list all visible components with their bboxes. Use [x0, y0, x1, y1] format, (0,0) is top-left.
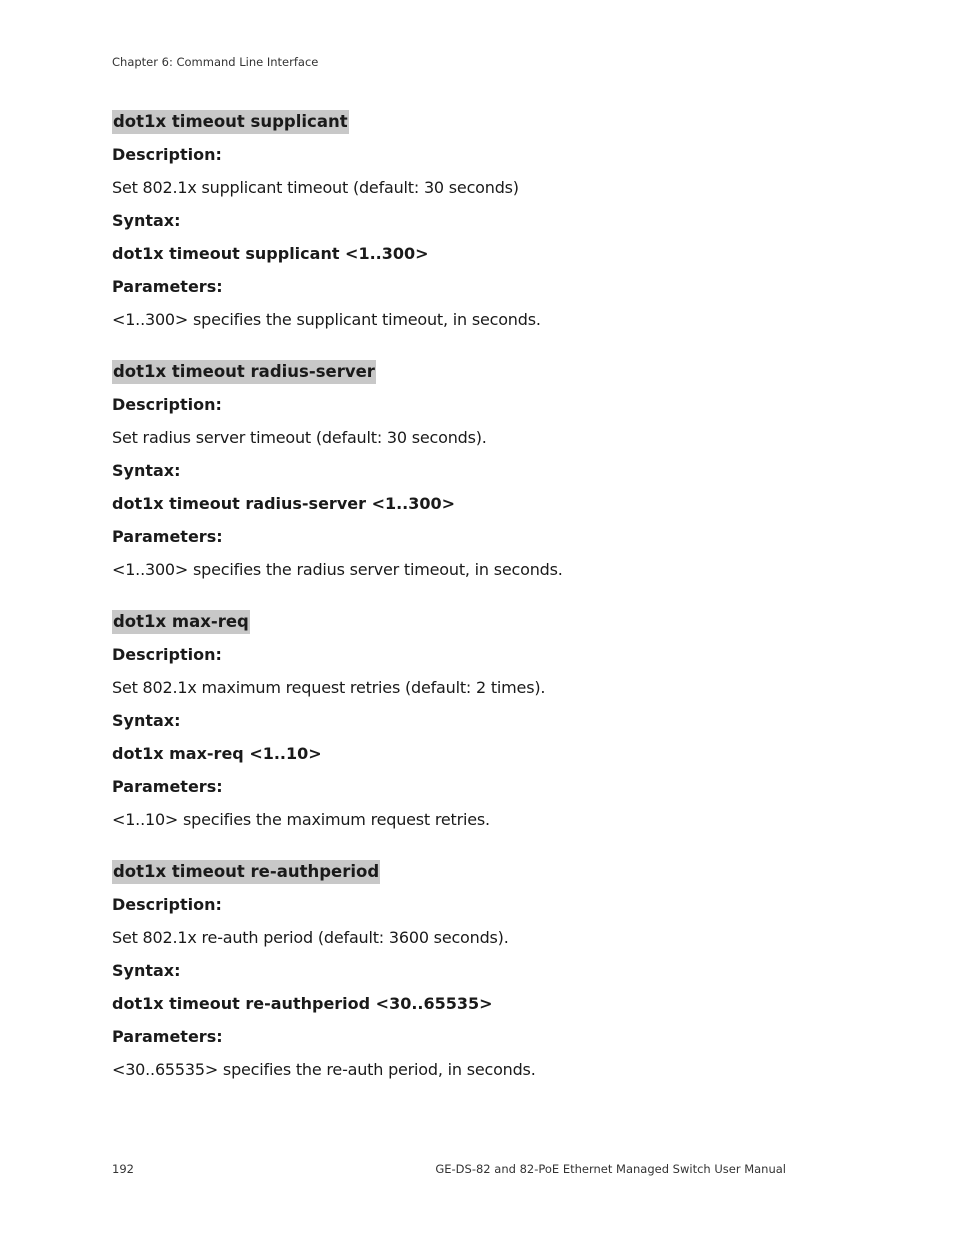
- syntax-label: Syntax:: [112, 461, 181, 480]
- parameters-label: Parameters:: [112, 277, 223, 296]
- command-title: dot1x timeout re-authperiod: [112, 860, 380, 884]
- command-section-timeout-re-authperiod: [112, 860, 832, 1082]
- parameters-text: <30..65535> specifies the re-auth period, in seconds.: [112, 1060, 536, 1079]
- syntax-label: Syntax:: [112, 211, 181, 230]
- page-number: 192: [112, 1162, 134, 1176]
- page-content: [112, 110, 832, 1110]
- description-text: Set 802.1x re-auth period (default: 3600 seconds).: [112, 928, 509, 947]
- description-label: Description:: [112, 145, 222, 164]
- parameters-text: <1..300> specifies the supplicant timeout, in seconds.: [112, 310, 541, 329]
- syntax-text: dot1x timeout radius-server <1..300>: [112, 494, 456, 513]
- command-title: dot1x timeout supplicant: [112, 110, 349, 134]
- command-title: dot1x timeout radius-server: [112, 360, 376, 384]
- parameters-label: Parameters:: [112, 1027, 223, 1046]
- command-section-timeout-radius-server: [112, 360, 832, 582]
- syntax-label: Syntax:: [112, 711, 181, 730]
- syntax-text: dot1x timeout supplicant <1..300>: [112, 244, 429, 263]
- syntax-text: dot1x timeout re-authperiod <30..65535>: [112, 994, 493, 1013]
- command-section-timeout-supplicant: [112, 110, 832, 332]
- parameters-text: <1..10> specifies the maximum request retries.: [112, 810, 490, 829]
- description-text: Set radius server timeout (default: 30 seconds).: [112, 428, 487, 447]
- description-label: Description:: [112, 645, 222, 664]
- description-text: Set 802.1x maximum request retries (default: 2 times).: [112, 678, 546, 697]
- parameters-label: Parameters:: [112, 527, 223, 546]
- command-section-max-req: [112, 610, 832, 832]
- description-text: Set 802.1x supplicant timeout (default: 30 seconds): [112, 178, 519, 197]
- syntax-label: Syntax:: [112, 961, 181, 980]
- description-label: Description:: [112, 395, 222, 414]
- description-label: Description:: [112, 895, 222, 914]
- parameters-text: <1..300> specifies the radius server timeout, in seconds.: [112, 560, 563, 579]
- command-title: dot1x max-req: [112, 610, 250, 634]
- manual-title: GE-DS-82 and 82-PoE Ethernet Managed Switch User Manual: [435, 1162, 786, 1176]
- parameters-label: Parameters:: [112, 777, 223, 796]
- syntax-text: dot1x max-req <1..10>: [112, 744, 322, 763]
- page-header-chapter: Chapter 6: Command Line Interface: [112, 55, 319, 69]
